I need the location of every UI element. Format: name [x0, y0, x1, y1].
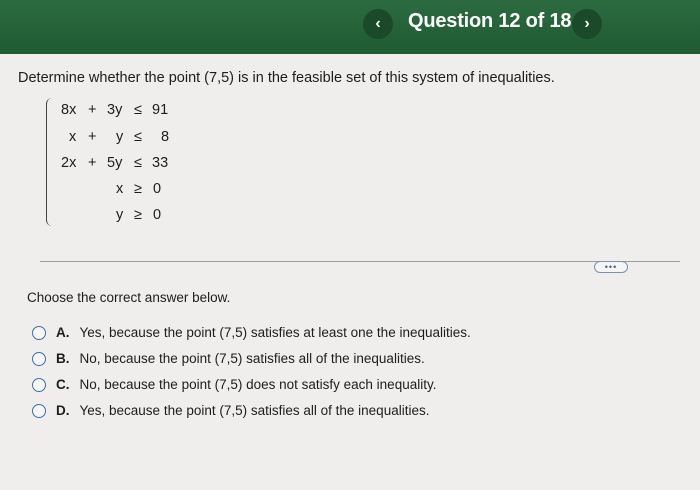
- term: 3y: [107, 102, 123, 118]
- question-content: [0, 54, 700, 490]
- option-letter: A.: [56, 325, 70, 340]
- chevron-right-icon: ›: [584, 15, 590, 32]
- answer-option-c[interactable]: [32, 377, 436, 392]
- answer-option-d[interactable]: [32, 403, 429, 418]
- answer-option-a[interactable]: [32, 325, 471, 340]
- option-letter: B.: [56, 351, 70, 366]
- term: 8x: [61, 102, 77, 118]
- relation: ≤: [134, 129, 142, 145]
- radio-button[interactable]: [32, 326, 46, 340]
- term: x: [69, 129, 77, 145]
- rhs: 0: [153, 181, 162, 197]
- relation: ≤: [134, 102, 142, 118]
- term: y: [116, 207, 124, 223]
- operator: +: [88, 129, 97, 145]
- section-divider: [40, 261, 680, 262]
- next-question-button[interactable]: [572, 9, 602, 39]
- radio-button[interactable]: [32, 352, 46, 366]
- term: y: [116, 129, 124, 145]
- previous-question-button[interactable]: [363, 9, 393, 39]
- operator: +: [88, 155, 97, 171]
- option-text: No, because the point (7,5) does not satisfy each inequality.: [79, 377, 437, 392]
- option-text: Yes, because the point (7,5) satisfies all of the inequalities.: [79, 403, 430, 418]
- rhs: 8: [161, 129, 170, 145]
- question-prompt: Determine whether the point (7,5) is in the feasible set of this system of inequalities.: [18, 70, 555, 86]
- radio-button[interactable]: [32, 378, 46, 392]
- question-counter: Question 12 of 18: [408, 10, 572, 32]
- option-letter: C.: [56, 377, 70, 392]
- relation: ≥: [134, 207, 142, 223]
- rhs: 0: [153, 207, 162, 223]
- radio-button[interactable]: [32, 404, 46, 418]
- term: x: [116, 181, 124, 197]
- chevron-left-icon: ‹: [375, 15, 381, 32]
- top-bar: [0, 0, 700, 54]
- operator: +: [88, 102, 97, 118]
- option-text: Yes, because the point (7,5) satisfies at least one the inequalities.: [79, 325, 471, 340]
- rhs: 91: [152, 102, 169, 118]
- system-brace: [46, 98, 58, 226]
- relation: ≤: [134, 155, 142, 171]
- option-letter: D.: [56, 403, 70, 418]
- term: 5y: [107, 155, 123, 171]
- option-text: No, because the point (7,5) satisfies all of the inequalities.: [79, 351, 425, 366]
- answer-option-b[interactable]: [32, 351, 425, 366]
- term: 2x: [61, 155, 77, 171]
- more-options-button[interactable]: •••: [594, 261, 628, 273]
- relation: ≥: [134, 181, 142, 197]
- rhs: 33: [152, 155, 169, 171]
- instruction-text: Choose the correct answer below.: [27, 290, 231, 305]
